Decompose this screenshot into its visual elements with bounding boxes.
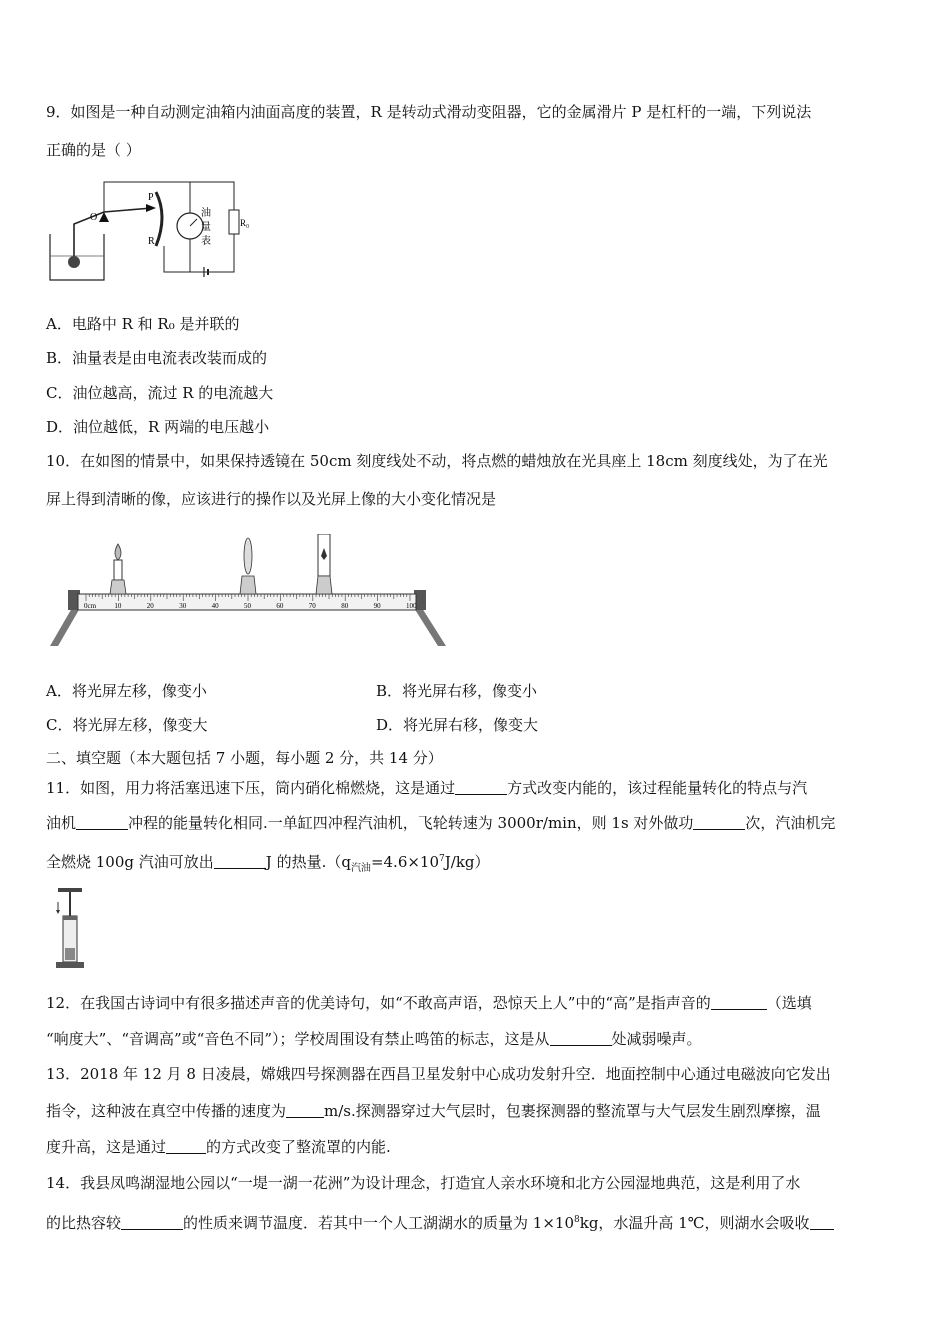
- q14-line2: [46, 1210, 904, 1233]
- q12-text-2b: 处减弱噪声。: [611, 1030, 702, 1048]
- ruler-tick-label: 20: [146, 602, 154, 610]
- q11-piston-cylinder-figure: [52, 886, 88, 972]
- q14-blank-2[interactable]: [810, 1215, 834, 1230]
- q11-blank-4[interactable]: [214, 854, 266, 869]
- ruler-tick-label: 0cm: [84, 602, 97, 610]
- q9-meter-label-2: 量: [201, 222, 211, 233]
- q13-line3: [46, 1137, 904, 1157]
- q11-blank-2[interactable]: [76, 815, 128, 830]
- q9-meter-label-3: 表: [201, 236, 211, 247]
- q9-option-b: B．油量表是由电流表改装而成的: [46, 349, 268, 367]
- q11-text-1b: 方式改变内能的，该过程能量转化的特点与汽: [507, 779, 808, 797]
- q9-stem-line2: 正确的是（ ）: [46, 141, 141, 159]
- q14-text-2a: 的比热容较: [46, 1214, 122, 1232]
- ruler-tick-label: 80: [341, 602, 349, 610]
- q10-option-a: A．将光屏左移，像变小: [46, 682, 207, 700]
- q12-blank-2[interactable]: [550, 1031, 612, 1046]
- q10-option-b: B．将光屏右移，像变小: [376, 682, 538, 700]
- q12-line1: [46, 993, 904, 1013]
- q12-line2: [46, 1029, 904, 1049]
- ruler-tick-label: 70: [308, 602, 316, 610]
- q12-blank-1[interactable]: [711, 995, 767, 1010]
- q11-text-2a: 油机: [46, 814, 77, 832]
- q11-text-1a: 11．如图，用力将活塞迅速下压，筒内硝化棉燃烧，这是通过: [46, 779, 456, 797]
- q14-line1: 14．我县凤鸣湖湿地公园以“一堤一湖一花洲”为设计理念，打造宜人亲水环境和北方公园湿地典范，这是利用了水: [46, 1174, 801, 1192]
- q9-label-r0: R₀: [240, 218, 250, 228]
- q11-line1: [46, 778, 904, 798]
- q11-text-2c: 次，汽油机完: [745, 814, 836, 832]
- section-2-heading: 二、填空题（本大题包括 7 小题，每小题 2 分，共 14 分）: [46, 749, 443, 767]
- q11-text-3d: J/kg）: [444, 853, 490, 871]
- q12-text-2a: “响度大”、“音调高”或“音色不同”）；学校周围设有禁止鸣笛的标志，这是从: [46, 1030, 550, 1048]
- q13-text-2b: m/s.探测器穿过大气层时，包裹探测器的整流罩与大气层发生剧烈摩擦，温: [324, 1102, 821, 1120]
- ruler-tick-label: 90: [373, 602, 381, 610]
- q13-blank-1[interactable]: [286, 1103, 324, 1118]
- q9-oil-gauge-figure: [44, 176, 254, 284]
- q9-option-a: A．电路中 R 和 R₀ 是并联的: [46, 315, 240, 333]
- q13-line1: 13．2018 年 12 月 8 日凌晨，嫦娥四号探测器在西昌卫星发射中心成功发射升空．地面控制中心通过电磁波向它发出: [46, 1065, 831, 1083]
- q12-text-1a: 12．在我国古诗词中有很多描述声音的优美诗句，如“不敢高声语，恐惊天上人”中的“高”是指声音的: [46, 994, 711, 1012]
- q11-text-2b: 冲程的能量转化相同.一单缸四冲程汽油机，飞轮转速为 3000r/min，则 1s 对外做功: [128, 814, 694, 832]
- q9-option-d: D．油位越低，R 两端的电压越小: [46, 418, 270, 436]
- q9-label-p: P: [148, 192, 154, 203]
- q14-text-2b: 的性质来调节温度．若其中一个人工湖湖水的质量为 1×10: [183, 1214, 574, 1232]
- q11-sub-gasoline: 汽油: [350, 863, 371, 874]
- ruler-tick-label: 40: [211, 602, 219, 610]
- q9-label-o: O: [90, 212, 98, 223]
- q11-text-3c: =4.6×10: [370, 853, 440, 871]
- q9-option-c: C．油位越高，流过 R 的电流越大: [46, 384, 274, 402]
- q10-option-d: D．将光屏右移，像变大: [376, 716, 539, 734]
- q11-line2: [46, 813, 904, 833]
- q12-text-1b: （选填: [766, 994, 812, 1012]
- q14-blank-1[interactable]: [121, 1215, 183, 1230]
- q14-text-2c: kg，水温升高 1℃，则湖水会吸收: [579, 1214, 810, 1232]
- q13-blank-2[interactable]: [166, 1139, 206, 1154]
- q10-stem-line1: 10．在如图的情景中，如果保持透镜在 50cm 刻度线处不动，将点燃的蜡烛放在光具座上 18cm 刻度线处，为了在光: [46, 452, 828, 470]
- q11-text-3a: 全燃烧 100g 汽油可放出: [46, 853, 214, 871]
- q13-text-3b: 的方式改变了整流罩的内能.: [206, 1138, 391, 1156]
- q9-meter-label-1: 油: [201, 208, 211, 219]
- ruler-tick-label: 60: [276, 602, 284, 610]
- q10-stem-line2: 屏上得到清晰的像，应该进行的操作以及光屏上像的大小变化情况是: [46, 490, 497, 508]
- q13-line2: [46, 1101, 904, 1121]
- ruler-tick-label: 30: [179, 602, 187, 610]
- q11-line3: [46, 849, 904, 879]
- q11-blank-3[interactable]: [693, 815, 745, 830]
- q9-stem-line1: 9．如图是一种自动测定油箱内油面高度的装置，R 是转动式滑动变阻器，它的金属滑片 P 是杠杆的一端，下列说法: [46, 103, 812, 121]
- q11-sup-exp: 7: [439, 854, 445, 864]
- q10-option-c: C．将光屏左移，像变大: [46, 716, 208, 734]
- ruler-tick-label: 10: [114, 602, 122, 610]
- q10-optical-bench-figure: [48, 534, 448, 650]
- ruler-tick-label: 100: [406, 602, 417, 610]
- ruler-tick-label: 50: [244, 602, 251, 610]
- q14-sup-exp: 8: [574, 1215, 580, 1225]
- q11-text-3b: J 的热量.（q: [265, 853, 351, 871]
- q11-blank-1[interactable]: [455, 780, 507, 795]
- q13-text-3a: 度升高，这是通过: [46, 1138, 167, 1156]
- q13-text-2a: 指令，这种波在真空中传播的速度为: [46, 1102, 287, 1120]
- q9-label-r: R: [148, 236, 155, 247]
